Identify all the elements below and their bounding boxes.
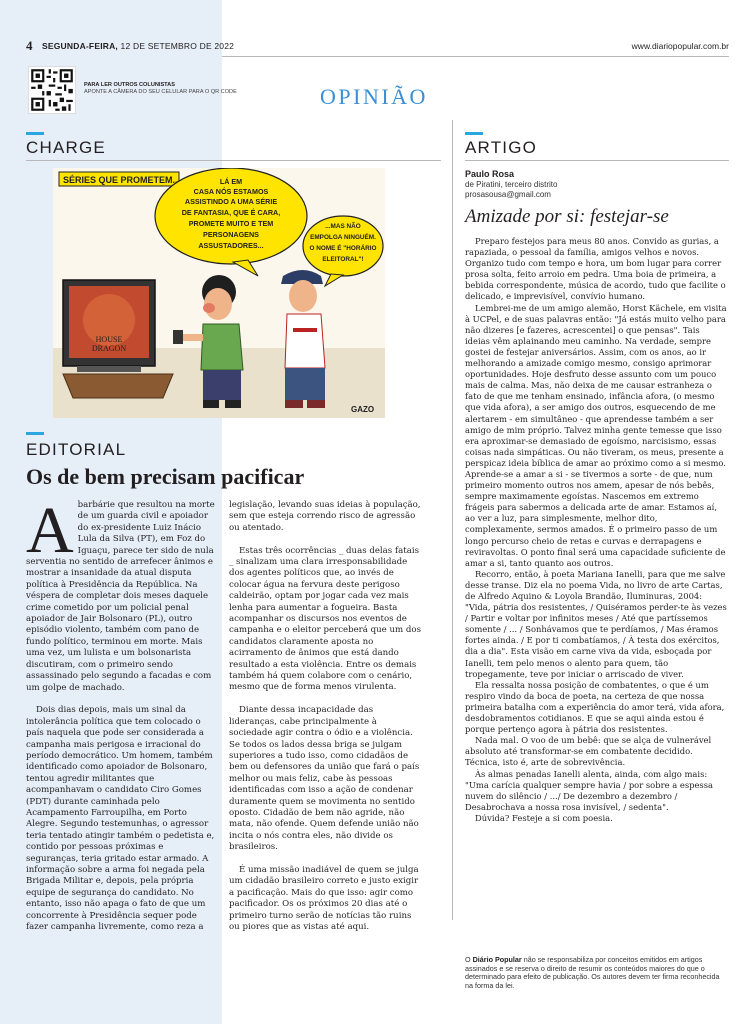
author-origin: de Piratini, terceiro distrito [465, 180, 558, 189]
tv-screen-text [92, 335, 126, 353]
qr-caption [84, 82, 237, 96]
editorial-title: EDITORIAL [26, 440, 127, 459]
svg-text:ASSUSTADORES...: ASSUSTADORES... [198, 241, 264, 250]
artigo-accent [465, 132, 483, 135]
artigo-title: ARTIGO [465, 138, 538, 157]
qr-caption-line1: PARA LER OUTROS COLUNISTAS [84, 82, 175, 88]
author-email[interactable]: prosasousa@gmail.com [465, 190, 551, 199]
svg-text:O NOME É "HORÁRIO: O NOME É "HORÁRIO [309, 245, 377, 252]
svg-text:LÁ EM: LÁ EM [219, 177, 243, 186]
editorial-paragraph: Estas três ocorrências _ duas delas fatais _ sinalizam uma clara irresponsabilidade dos agentes políticos que, ao invés de colocar água na fervura deste perigoso caldeirão, optam por jogar cada vez mais lenha para aumentar a fogueira. Basta acompanhar os discursos nos eventos de campanha e o eleitor perceberá que um dos candidatos claramente aposta no acirramento de ânimos que está dando resultado a esta violência. Entre os demais também há quem colabore com o cenário, mesmo que de forma menos virulenta. [229, 545, 421, 693]
cartoon-illustration [53, 168, 385, 418]
disclaimer-prefix: O [465, 955, 473, 964]
artigo-paragraph: Nada mal. O voo de um bebê: que se alça de vulnerável absoluto até transformar-se em combatente decidido. Técnica, isto é, arte de sobrevivência. [465, 735, 712, 768]
artigo-paragraph: Preparo festejos para meus 80 anos. Convido as gurias, a rapaziada, o pessoal da família, amigos velhos e novos. Organizo tudo com tempo e hora, um bom lugar para correr prosa solta, feito arroio em pedra. Uma boia de primeira, a bebida correspondente, música de acordo, tudo que facilite o delicado, e imprevisível, convívio humano. [465, 236, 726, 302]
svg-text:...MAS NÃO: ...MAS NÃO [325, 223, 361, 230]
artigo-paragraph: Dúvida? Festeje a si com poesia. [475, 812, 613, 823]
artigo-divider-vertical [452, 120, 453, 920]
editorial-headline: Os de bem precisam pacificar [26, 464, 305, 489]
header-divider [222, 56, 729, 57]
editorial-paragraph [26, 494, 216, 694]
cartoonist-signature: GAZO [351, 405, 375, 414]
artigo-divider [465, 160, 729, 161]
page-header [26, 40, 729, 54]
svg-text:PERSONAGENS: PERSONAGENS [203, 230, 259, 239]
svg-text:PROMETE MUITO E TEM: PROMETE MUITO E TEM [188, 219, 274, 228]
qr-caption-line2: APONTE A CÂMERA DO SEU CELULAR PARA O QR CODE [84, 89, 237, 95]
svg-text:EMPOLGA NINGUÉM.: EMPOLGA NINGUÉM. [310, 234, 376, 241]
charge-title: CHARGE [26, 138, 106, 157]
artigo-paragraph: Recorro, então, à poeta Mariana Ianelli, para que me salve desse transe. Diz ela no poema Vida, no livro de arte Cartas, de Alfredo Aquino & Loyola Brandão, Iluminuras, 2004: "Vida, pátria dos resistentes, / Quiséramos perder-te às vezes / Partir e voltar por infinitos meses / Até que partíssemos somente / ... / Sonhávamos que te perdíamos, / Mas éramos fortes ainda. / E por ti combatíamos, / À testa dos exércitos, dia a dia". Esta visão em carne viva da vida, esboçada por Ianelli, tem pelo menos o alento para quem, tão tropegamente, teve por iniciar o arriscado de viver. [465, 568, 727, 679]
artigo-headline: Amizade por si: festejar-se [465, 206, 669, 227]
editorial-paragraph: Diante dessa incapacidade das lideranças, cabe principalmente à sociedade agir contra o ódio e a violência. Se todos os lados dessa briga se julgam superiores a tudo isso, como cidadãos de bem ou defensores da união que fará o país melhor ou mais feliz, cabe às pessoas identificadas com isso a ação de condenar duramente quem se movimenta no sentido oposto. Cidadão de bem não agride, não mata, não ofende. Quem defende união não incita o nós contra eles, não divide os brasileiros. [229, 705, 420, 853]
section-label: OPINIÃO [320, 84, 428, 109]
dropcap: A [26, 494, 74, 567]
weekday: SEGUNDA-FEIRA, [42, 41, 118, 51]
qr-code-icon[interactable] [28, 66, 76, 114]
svg-text:HOUSE: HOUSE [95, 335, 123, 344]
artigo-paragraph: Ela ressalta nossa posição de combatentes, o que é um respiro vindo da boca de poeta, na certeza de que nossa primeira batalha com a experiência do amor terá, vida afora, desdobramentos cotidianos. E que se aqui ainda estou é porque pertenço agora à pátria dos resistentes. [465, 679, 725, 735]
editorial-column-1 [26, 494, 216, 945]
disclaimer [465, 956, 727, 990]
date: 12 DE SETEMBRO DE 2022 [118, 41, 235, 51]
editorial-paragraph-text: barbárie que resultou na morte de um guarda civil e apoiador do ex-presidente Luiz Inácio Lula da Silva (PT), em Foz do Iguaçu, parece ter sido de nula serventia no sentido de arrefecer ânimos e mostrar a insanidade da atual disputa política à Presidência da República. Na véspera de completar dois meses daquele crime cometido por um policial penal apoiador de Jair Bolsonaro (PL), outro episódio violento, também com pano de fundo político, terminou em morte. Mais uma vez, um lulista e um bolsonarista discutiram, com o primeiro sendo assassinado pelo segundo a facadas e com um golpe de machado. [26, 500, 215, 693]
charge-divider [26, 160, 441, 161]
svg-text:ASSISTINDO A UMA SÉRIE: ASSISTINDO A UMA SÉRIE [184, 197, 278, 206]
website-link[interactable]: www.diariopopular.com.br [631, 41, 729, 51]
charge-accent [26, 132, 44, 135]
svg-text:DE FANTASIA, QUE É CARA,: DE FANTASIA, QUE É CARA, [181, 208, 281, 217]
cartoon-caption: SÉRIES QUE PROMETEM... [63, 175, 181, 185]
svg-text:CASA NÓS ESTAMOS: CASA NÓS ESTAMOS [193, 187, 269, 196]
editorial-column-2 [229, 500, 423, 945]
artigo-paragraph: Lembrei-me de um amigo alemão, Horst Kächele, em visita à UCPel, e de suas palavras então: "Já estás muito velho para não dizeres [e fazeres, acrescentei] o que pensas". Tais ideias vêm aplainando meu caminho. Na verdade, sempre gostei de festejar aniversários. Assim, com os anos, ao ir melhorando a amizade comigo mesmo, consigo aprimorar oportunidades. Hoje desfruto desse assunto com um pouco mais de calma. Mas, não deixa de me causar estranheza o fato de que me tenham ensinado, infância afora, (o mesmo que vida afora), a ser amigo dos outros, esquecendo de me alertarem - em simultâneo - que aprendesse também a ser amigo de mim próprio. Talvez minha gente temesse que isso era aproximar-se demasiado de egoísmo, narcisismo, essas coisas nada simpáticas. Ou não tiveram, os meus, presente a perspicaz ideia bíblica de amar ao próximo como a si mesmo. Aprende-se a amar a si - se tivermos a sorte - de que, num primeiro momento outros nos amem, apesar de nós bebês, sempre maximamente egoístas. Nascemos em extremo frágeis para sabermos a delicada arte de amar. Estamos aí, ao ver a luz, para simplesmente, melhor dito, complexamente, sermos amados. É o primeiro passo de um longo percurso cheio de retas e curvas e derrapagens e reviravoltas. O ponto final será uma capacidade suficiente de amar a si, tanto quanto aos outros. [465, 302, 727, 568]
page-number: 4 [26, 38, 33, 53]
editorial-paragraph: legislação, levando suas ideias à população, sem que esteja correndo risco de agressão ou atentado. [229, 500, 421, 533]
author-name: Paulo Rosa [465, 169, 515, 179]
author-info [465, 180, 557, 200]
disclaimer-brand: Diário Popular [472, 955, 522, 964]
svg-text:ELEITORAL"!: ELEITORAL"! [322, 256, 364, 263]
artigo-body [465, 236, 727, 824]
disclaimer-text: não se responsabiliza por conceitos emitidos em artigos assinados e se reserva o direito de resumir os conteúdos maiores do que o determinado para efeito de publicação. Os autores devem ter firma reconhecida na forma da lei. [465, 955, 720, 990]
editorial-accent [26, 432, 44, 435]
editorial-paragraph: É uma missão inadiável de quem se julga um cidadão brasileiro correto e justo exigir a pacificação. Mais do que isso: agir como pacificador. Os os próximos 20 dias até o primeiro turno serão de notícias tão ruins ou piores que as vistas até aqui. [229, 864, 419, 932]
artigo-paragraph: Às almas penadas Ianelli alenta, ainda, com algo mais: "Uma carícia qualquer sempre havia / por sobre a espessa nuvem do silêncio / .../ De dezembro a dezembro / Desabrochava a nossa rosa invisível, / sedenta". [465, 768, 714, 812]
svg-text:DRAGON: DRAGON [91, 344, 127, 353]
editorial-paragraph: Dois dias depois, mais um sinal da intolerância política que tem colocado o país naquela que pode ser considerada a campanha mais perigosa e irracional do período democrático. Um homem, também identificado como apoiador de Bolsonaro, tentou agredir militantes que acompanhavam o candidato Ciro Gomes (PDT) durante caminhada pelo Acampamento Farroupilha, em Porto Alegre. Segundo testemunhas, o agressor teria tentado atingir também o pedetista e, contido por pessoas próximas e seguranças, teria gritado estar armado. A informação sobre a arma foi negada pela Brigada Militar e, depois, pela própria equipe de segurança do candidato. No entanto, isso não apaga o fato de que um concorrente à Presidência sequer pode fazer campanha livremente, como reza a [26, 705, 215, 933]
header-date [42, 41, 234, 51]
